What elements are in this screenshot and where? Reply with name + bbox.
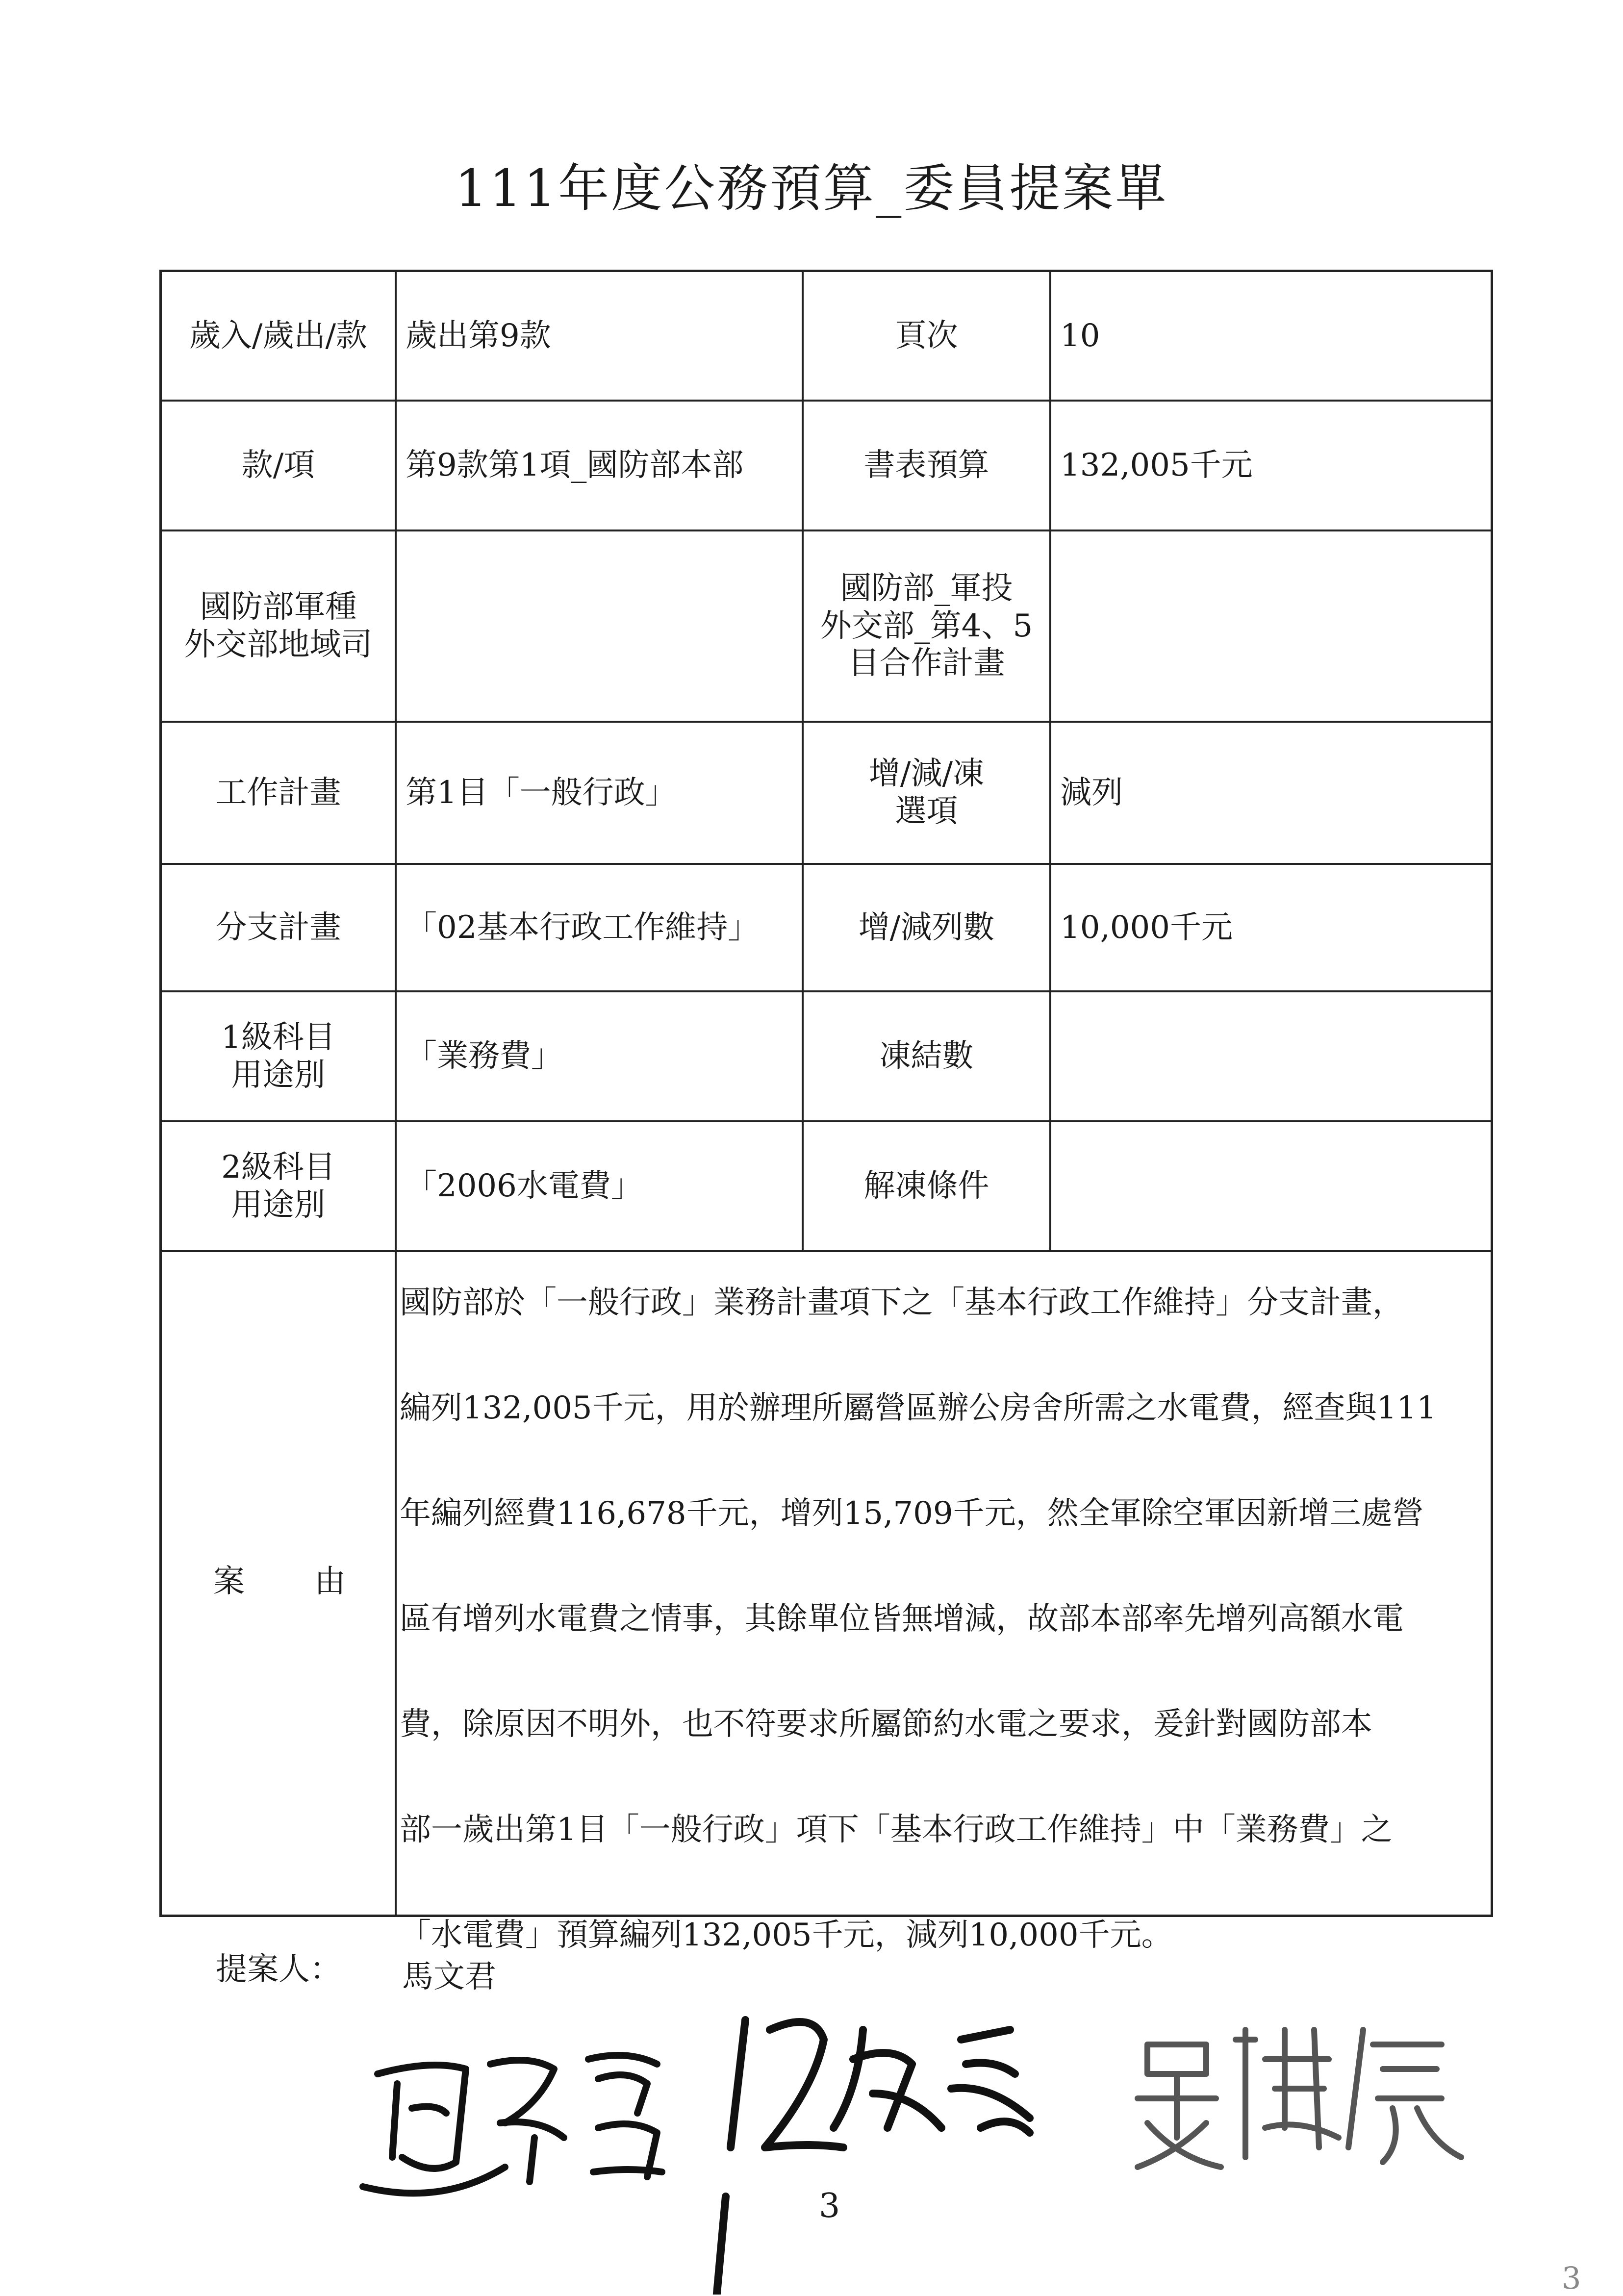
reason-label <box>162 1544 397 1613</box>
branch-label: 分支計畫 <box>215 909 341 946</box>
amount-value: 10,000千元 <box>1060 909 1233 946</box>
reason-text <box>400 1250 1488 1988</box>
reason-line: 年編列經費116,678千元，增列15,709千元，然全軍除空軍因新增三處營 <box>400 1495 1424 1532</box>
level1-value: 「業務費」 <box>406 1038 562 1075</box>
defense-value <box>397 531 802 721</box>
unfreeze-value <box>1051 1122 1491 1250</box>
item-value: 第9款第1項_國防部本部 <box>406 447 744 484</box>
plan-label: 國防部_軍投 外交部_第4、5 目合作計畫 <box>820 570 1033 682</box>
page-label: 頁次 <box>895 317 958 354</box>
item-label: 款/項 <box>241 447 315 484</box>
branch-value: 「02基本行政工作維持」 <box>406 909 760 946</box>
reason-line: 編列132,005千元，用於辦理所屬營區辦公房舍所需之水電費，經查與111 <box>400 1390 1437 1426</box>
signature-2-mark <box>716 2020 1030 2295</box>
proposer-name: 馬文君 <box>402 1959 496 1995</box>
defense-label: 國防部軍種 外交部地域司 <box>184 589 373 663</box>
budget-label: 書表預算 <box>863 447 989 484</box>
page-number: 3 <box>819 2187 840 2225</box>
page-title: 111年度公務預算_委員提案單 <box>455 158 1168 218</box>
level1-label: 1級科目 用途別 <box>221 1019 335 1093</box>
reason-label-right: 由 <box>314 1564 346 1600</box>
reason-line: 部一歲出第1目「一般行政」項下「基本行政工作維持」中「業務費」之 <box>400 1812 1393 1848</box>
freeze-label: 凍結數 <box>879 1038 974 1075</box>
signature-1-mark <box>363 2055 662 2193</box>
freeze-value <box>1051 992 1491 1120</box>
reason-line: 「水電費」預算編列132,005千元，減列10,000千元。 <box>400 1917 1173 1953</box>
level2-label: 2級科目 用途別 <box>221 1149 335 1223</box>
signature-3-mark <box>1138 2030 1461 2167</box>
option-label: 增/減/凍 選項 <box>868 756 985 830</box>
corner-page-mark: 3 <box>1562 2260 1581 2296</box>
plan-value <box>1051 531 1491 721</box>
kuan-value: 歲出第9款 <box>406 317 551 354</box>
budget-value: 132,005千元 <box>1060 447 1253 484</box>
option-value: 減列 <box>1060 774 1123 811</box>
work-label: 工作計畫 <box>215 774 341 811</box>
reason-label-left: 案 <box>213 1564 245 1600</box>
work-value: 第1目「一般行政」 <box>406 774 677 811</box>
proposer-label: 提案人： <box>216 1951 341 1988</box>
unfreeze-label: 解凍條件 <box>863 1168 989 1205</box>
amount-label: 增/減列數 <box>858 909 995 946</box>
reason-line: 國防部於「一般行政」業務計畫項下之「基本行政工作維持」分支計畫， <box>400 1285 1404 1321</box>
level2-value: 「2006水電費」 <box>406 1168 642 1205</box>
page-value: 10 <box>1060 317 1100 354</box>
handwritten-signatures <box>343 2000 1520 2295</box>
reason-line: 費，除原因不明外，也不符要求所屬節約水電之要求，爰針對國防部本 <box>400 1706 1372 1742</box>
kuan-label: 歲入/歲出/款 <box>189 317 368 354</box>
reason-line: 區有增列水電費之情事，其餘單位皆無增減，故部本部率先增列高額水電 <box>400 1601 1404 1637</box>
